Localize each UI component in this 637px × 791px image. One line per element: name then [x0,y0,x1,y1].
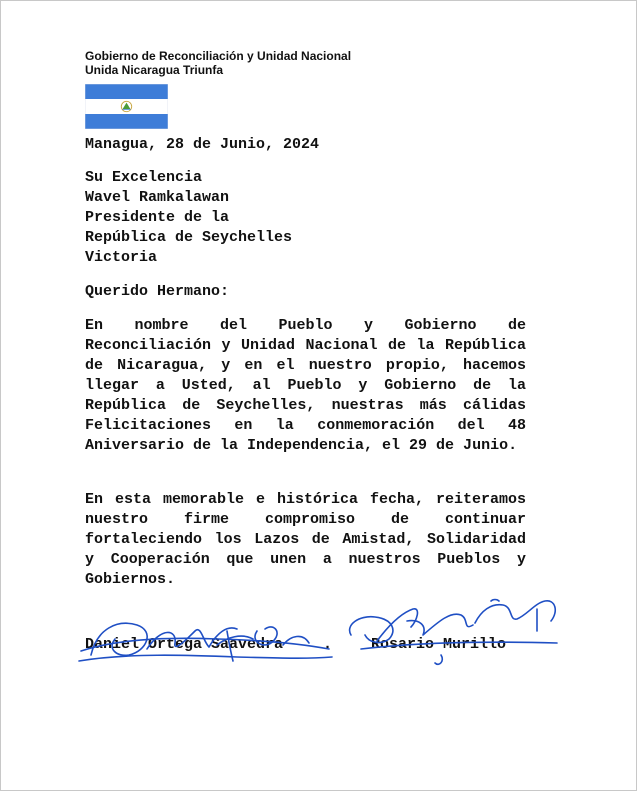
recipient-line: Victoria [85,249,158,266]
letterhead-slogan: Unida Nicaragua Triunfa [85,63,224,77]
signatory-name: Daniel Ortega Saavedra [85,636,284,653]
nicaragua-flag-icon [85,84,168,129]
signatory-name: Rosario Murillo [371,636,507,653]
signatory-separator: . [323,636,333,653]
salutation: Querido Hermano: [85,283,230,300]
letterhead [85,49,351,77]
letter-date: Managua, 28 de Junio, 2024 [85,136,320,153]
handwritten-signature [341,591,566,671]
recipient-line: Wavel Ramkalawan [85,189,230,206]
recipient-line: Presidente de la [85,209,230,226]
body-paragraph: En nombre del Pueblo y Gobierno de Reconciliación y Unidad Nacional de la República de Nicaragua, y en el nuestro propio, hacemos llegar a Usted, al Pueblo y Gobierno de la República de Seychelles, nuestras más cálidas Felicitaciones en la conmemoración del 48 Aniversario de la Independencia, el 29 de Junio. [85,317,526,454]
recipient-address [85,168,526,268]
recipient-line: República de Seychelles [85,229,293,246]
body-paragraph: En esta memorable e histórica fecha, reiteramos nuestro firme compromiso de continuar fortaleciendo los Lazos de Amistad, Solidaridad y Cooperación que unen a nuestros Pueblos y Gobiernos. [85,491,526,588]
recipient-line: Su Excelencia [85,169,203,186]
letterhead-government-name: Gobierno de Reconciliación y Unidad Nacional [85,49,352,63]
